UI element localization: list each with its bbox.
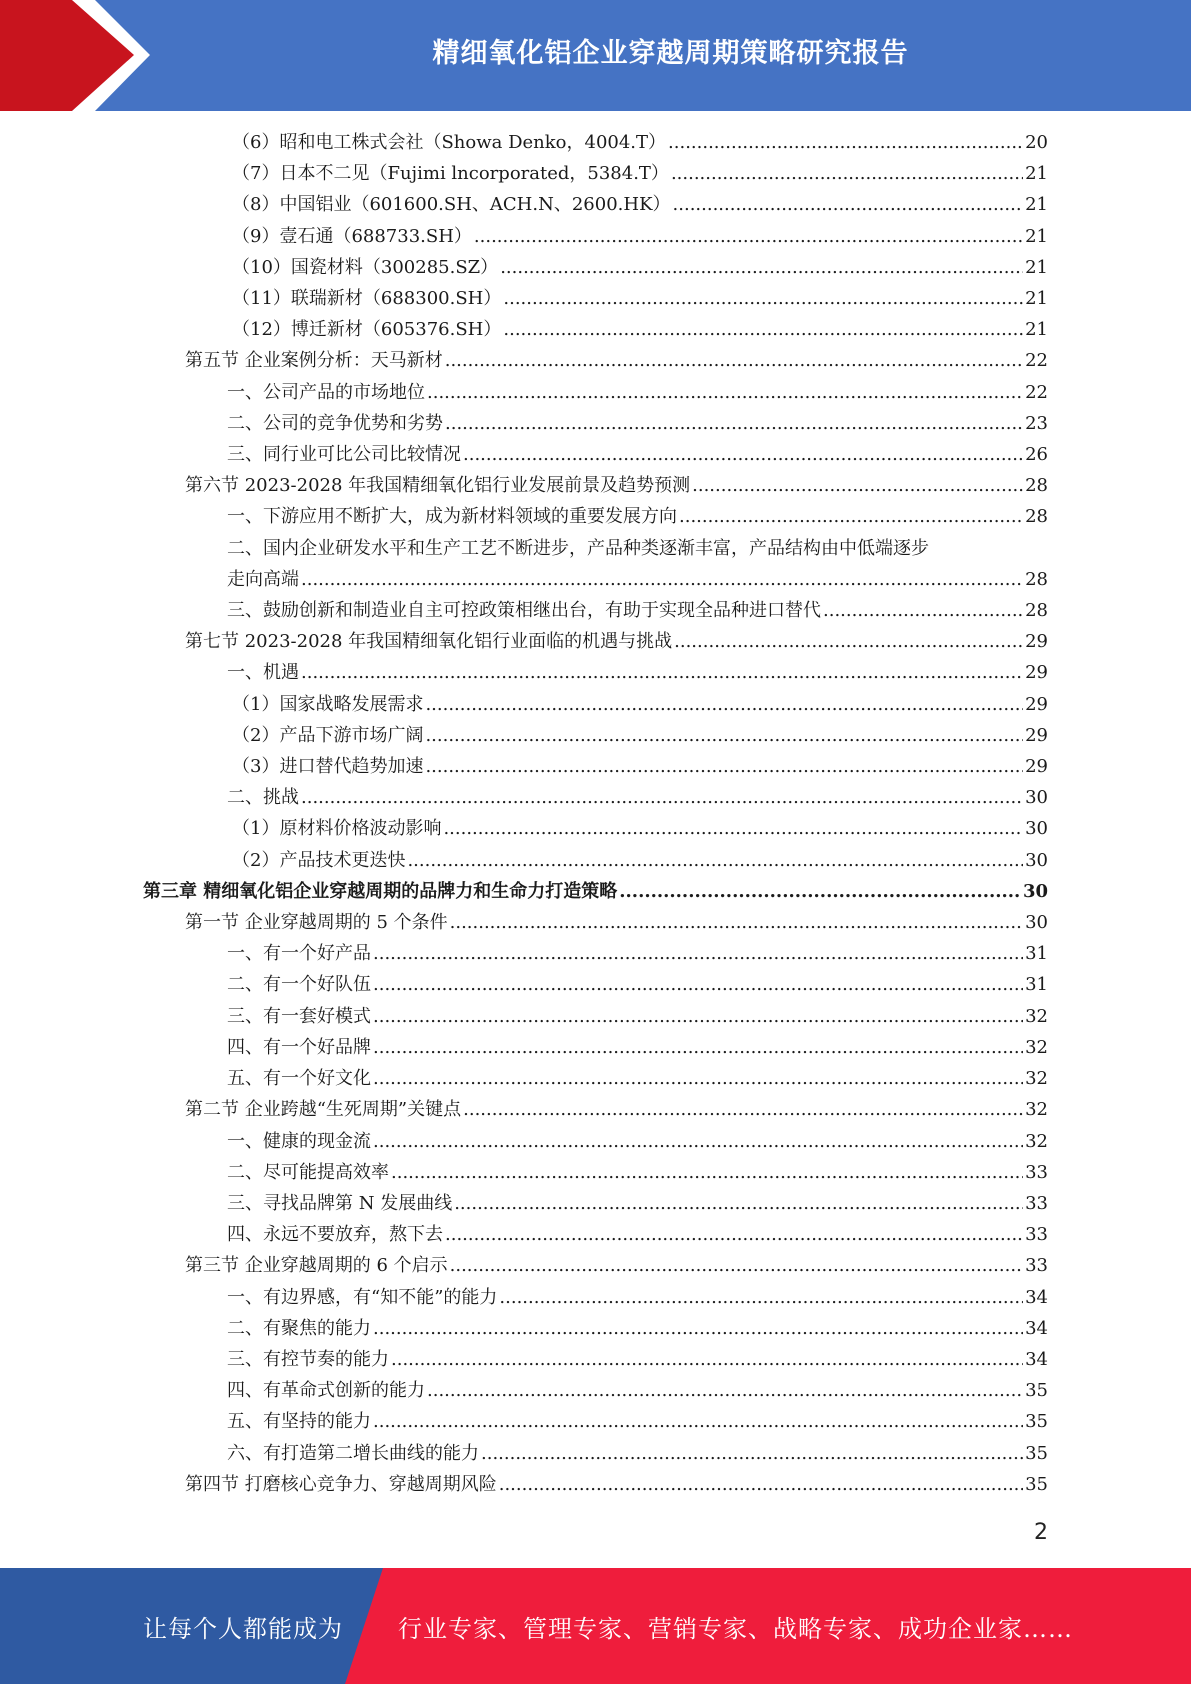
dot-leader [373, 1406, 1023, 1437]
toc-entry-page: 28 [1025, 568, 1048, 590]
toc-entry[interactable] [0, 158, 1191, 189]
toc-entry-page: 33 [1025, 1255, 1048, 1277]
toc-entry[interactable] [0, 377, 1191, 408]
toc-entry-page: 30 [1025, 912, 1048, 934]
toc-entry[interactable] [0, 221, 1191, 252]
toc-entry-page: 34 [1025, 1286, 1048, 1308]
toc-entry[interactable] [0, 345, 1191, 376]
toc-entry[interactable] [0, 1406, 1191, 1437]
dot-leader [450, 1250, 1023, 1281]
toc-entry[interactable] [0, 408, 1191, 439]
dot-leader [373, 1063, 1023, 1094]
footer-slogan-right: 行业专家、管理专家、营销专家、战略专家、成功企业家…… [398, 1614, 1073, 1643]
toc-entry[interactable] [0, 1282, 1191, 1313]
toc-entry[interactable] [0, 1313, 1191, 1344]
toc-entry-text: 第三章 精细氧化铝企业穿越周期的品牌力和生命力打造策略 [143, 880, 618, 902]
dot-leader [391, 1157, 1023, 1188]
toc-entry-text: 四、永远不要放弃，熬下去 [227, 1224, 443, 1246]
footer-slogan-left: 让每个人都能成为 [143, 1614, 343, 1643]
toc-entry-text: 第七节 2023-2028 年我国精细氧化铝行业面临的机遇与挑战 [185, 631, 673, 653]
dot-leader [499, 1282, 1023, 1313]
toc-entry-page: 33 [1025, 1224, 1048, 1246]
dot-leader [445, 408, 1023, 439]
dot-leader [301, 782, 1023, 813]
toc-entry-page: 28 [1025, 506, 1048, 528]
toc-entry-page: 33 [1025, 1161, 1048, 1183]
toc-entry-text: 第二节 企业跨越“生死周期”关键点 [185, 1099, 462, 1121]
toc-entry-text: 一、下游应用不断扩大，成为新材料领域的重要发展方向 [227, 506, 677, 528]
toc-entry-page: 29 [1025, 724, 1048, 746]
page-footer [0, 1568, 1191, 1684]
toc-entry-page: 22 [1025, 350, 1048, 372]
dot-leader [427, 1375, 1023, 1406]
page-number: 2 [1034, 1520, 1048, 1545]
toc-entry-page: 34 [1025, 1348, 1048, 1370]
toc-entry[interactable] [0, 252, 1191, 283]
toc-entry-page: 30 [1025, 849, 1048, 871]
toc-entry[interactable] [0, 969, 1191, 1000]
toc-entry-page: 32 [1025, 1130, 1048, 1152]
report-title: 精细氧化铝企业穿越周期策略研究报告 [432, 37, 909, 69]
toc-entry-text: 五、有坚持的能力 [227, 1411, 371, 1433]
dot-leader [427, 377, 1023, 408]
dot-leader [391, 1344, 1023, 1375]
toc-entry-text: 三、鼓励创新和制造业自主可控政策相继出台，有助于实现全品种进口替代 [227, 600, 821, 622]
toc-entry-text: 三、同行业可比公司比较情况 [227, 444, 461, 466]
toc-entry-page: 29 [1025, 756, 1048, 778]
toc-entry[interactable] [0, 1094, 1191, 1125]
toc-entry-text: 一、公司产品的市场地位 [227, 381, 425, 403]
toc-entry[interactable] [0, 189, 1191, 220]
toc-entry[interactable] [0, 657, 1191, 688]
toc-entry-text: 六、有打造第二增长曲线的能力 [227, 1442, 479, 1464]
toc-entry-page: 21 [1025, 163, 1048, 185]
dot-leader [301, 657, 1023, 688]
toc-entry[interactable] [0, 1188, 1191, 1219]
toc-entry[interactable] [0, 751, 1191, 782]
toc-entry-text: （9）壹石通（688733.SH） [232, 225, 472, 247]
dot-leader [673, 189, 1024, 220]
toc-entry[interactable] [0, 1344, 1191, 1375]
toc-entry-text: 四、有革命式创新的能力 [227, 1380, 425, 1402]
toc-entry-page: 35 [1025, 1473, 1048, 1495]
toc-entry-page: 30 [1025, 787, 1048, 809]
toc-entry-text: （2）产品下游市场广阔 [232, 724, 424, 746]
table-of-contents [0, 127, 1191, 1500]
toc-entry[interactable] [0, 1001, 1191, 1032]
toc-entry-text: 二、挑战 [227, 787, 299, 809]
toc-entry[interactable] [0, 1250, 1191, 1281]
toc-entry[interactable] [0, 1157, 1191, 1188]
toc-entry-text: 二、有聚焦的能力 [227, 1317, 371, 1339]
toc-entry-text: 二、国内企业研发水平和生产工艺不断进步，产品种类逐渐丰富，产品结构由中低端逐步 [227, 537, 929, 559]
toc-entry-text: 二、尽可能提高效率 [227, 1161, 389, 1183]
toc-entry-page: 31 [1025, 943, 1048, 965]
toc-entry-page: 35 [1025, 1411, 1048, 1433]
dot-leader [463, 1094, 1023, 1125]
toc-entry-text: （2）产品技术更迭快 [232, 849, 406, 871]
dot-leader [425, 689, 1023, 720]
toc-entry[interactable] [0, 1438, 1191, 1469]
toc-entry-text: 二、有一个好队伍 [227, 974, 371, 996]
toc-entry-page: 31 [1025, 974, 1048, 996]
toc-entry-page: 28 [1025, 475, 1048, 497]
toc-entry-text: 走向高端 [227, 568, 299, 590]
toc-entry-page: 21 [1025, 256, 1048, 278]
dot-leader [450, 907, 1023, 938]
toc-entry-page: 30 [1022, 880, 1048, 902]
dot-leader [674, 626, 1023, 657]
toc-entry-page: 23 [1025, 412, 1048, 434]
toc-entry[interactable] [0, 1219, 1191, 1250]
toc-entry-page: 20 [1025, 132, 1048, 153]
toc-entry-wrapped[interactable] [0, 533, 1191, 564]
toc-entry-text: 第三节 企业穿越周期的 6 个启示 [185, 1255, 448, 1277]
dot-leader [373, 969, 1023, 1000]
toc-entry-text: 四、有一个好品牌 [227, 1036, 371, 1058]
dot-leader [474, 221, 1023, 252]
toc-entry[interactable] [0, 626, 1191, 657]
toc-entry[interactable] [0, 907, 1191, 938]
toc-entry-page: 35 [1025, 1380, 1048, 1402]
dot-leader [373, 1001, 1023, 1032]
toc-entry-page: 33 [1025, 1192, 1048, 1214]
toc-entry[interactable] [0, 813, 1191, 844]
toc-entry[interactable] [0, 127, 1191, 158]
dot-leader [443, 813, 1023, 844]
toc-entry-text: 三、有一套好模式 [227, 1005, 371, 1027]
dot-leader [373, 1313, 1023, 1344]
toc-entry-text: （7）日本不二见（Fujimi lncorporated，5384.T） [232, 163, 669, 185]
dot-leader [445, 345, 1023, 376]
toc-entry-text: （1）国家战略发展需求 [232, 693, 424, 715]
toc-entry-page: 21 [1025, 288, 1048, 310]
dot-leader [503, 314, 1023, 345]
dot-leader [454, 1188, 1023, 1219]
dot-leader [619, 876, 1021, 907]
toc-entry-text: （1）原材料价格波动影响 [232, 818, 442, 840]
toc-entry-page: 21 [1025, 194, 1048, 216]
dot-leader [481, 1438, 1023, 1469]
toc-entry-text: 一、健康的现金流 [227, 1130, 371, 1152]
toc-entry-page: 28 [1025, 600, 1048, 622]
toc-entry-page: 22 [1025, 381, 1048, 403]
dot-leader [425, 720, 1023, 751]
toc-entry-text: 第四节 打磨核心竞争力、穿越周期风险 [185, 1473, 497, 1495]
toc-entry-page: 29 [1025, 693, 1048, 715]
dot-leader [668, 127, 1023, 158]
toc-entry-text: 一、有边界感，有“知不能”的能力 [227, 1286, 498, 1308]
dot-leader [503, 283, 1023, 314]
toc-entry[interactable] [0, 1375, 1191, 1406]
toc-entry-page: 29 [1025, 662, 1048, 684]
toc-entry[interactable] [0, 1126, 1191, 1157]
toc-entry-page: 21 [1025, 225, 1048, 247]
dot-leader [445, 1219, 1023, 1250]
toc-entry-text: 三、寻找品牌第 N 发展曲线 [227, 1192, 453, 1214]
toc-entry-text: 一、机遇 [227, 662, 299, 684]
toc-entry[interactable] [0, 439, 1191, 470]
toc-entry-page: 34 [1025, 1317, 1048, 1339]
toc-entry-page: 30 [1025, 818, 1048, 840]
toc-entry[interactable] [0, 782, 1191, 813]
toc-entry-text: （6）昭和电工株式会社（Showa Denko，4004.T） [232, 132, 667, 153]
toc-entry[interactable] [0, 564, 1191, 595]
toc-entry-page: 32 [1025, 1036, 1048, 1058]
dot-leader [373, 1126, 1023, 1157]
toc-entry-text: 第一节 企业穿越周期的 5 个条件 [185, 912, 448, 934]
toc-entry[interactable] [0, 501, 1191, 532]
dot-leader [407, 845, 1023, 876]
toc-entry-text: 三、有控节奏的能力 [227, 1348, 389, 1370]
toc-entry-text: 二、公司的竞争优势和劣势 [227, 412, 443, 434]
toc-entry[interactable] [0, 1063, 1191, 1094]
dot-leader [301, 564, 1023, 595]
toc-entry-text: 五、有一个好文化 [227, 1068, 371, 1090]
toc-entry-text: （11）联瑞新材（688300.SH） [232, 288, 502, 310]
toc-entry[interactable] [0, 720, 1191, 751]
dot-leader [499, 1469, 1023, 1500]
toc-entry[interactable] [0, 876, 1191, 907]
toc-entry[interactable] [0, 314, 1191, 345]
toc-entry-page: 32 [1025, 1005, 1048, 1027]
dot-leader [425, 751, 1023, 782]
dot-leader [823, 595, 1023, 626]
dot-leader [500, 252, 1023, 283]
toc-entry-text: （3）进口替代趋势加速 [232, 756, 424, 778]
toc-entry[interactable] [0, 689, 1191, 720]
toc-entry-page: 35 [1025, 1442, 1048, 1464]
dot-leader [671, 158, 1023, 189]
toc-entry-page: 29 [1025, 631, 1048, 653]
toc-entry-page: 32 [1025, 1068, 1048, 1090]
toc-entry-text: （8）中国铝业（601600.SH、ACH.N、2600.HK） [232, 194, 671, 216]
toc-entry-page: 26 [1025, 444, 1048, 466]
toc-entry-text: 第五节 企业案例分析：天马新材 [185, 350, 443, 372]
dot-leader [679, 501, 1023, 532]
page-header [0, 0, 1191, 111]
toc-entry-text: （10）国瓷材料（300285.SZ） [232, 256, 499, 278]
toc-entry[interactable] [0, 938, 1191, 969]
toc-entry[interactable] [0, 845, 1191, 876]
toc-entry[interactable] [0, 1469, 1191, 1500]
dot-leader [463, 439, 1023, 470]
toc-entry[interactable] [0, 470, 1191, 501]
toc-entry[interactable] [0, 1032, 1191, 1063]
toc-entry[interactable] [0, 595, 1191, 626]
toc-entry-page: 21 [1025, 319, 1048, 341]
toc-entry-page: 32 [1025, 1099, 1048, 1121]
toc-entry-text: （12）博迁新材（605376.SH） [232, 319, 502, 341]
toc-entry-text: 一、有一个好产品 [227, 943, 371, 965]
toc-entry[interactable] [0, 283, 1191, 314]
dot-leader [373, 1032, 1023, 1063]
dot-leader [692, 470, 1023, 501]
toc-entry-text: 第六节 2023-2028 年我国精细氧化铝行业发展前景及趋势预测 [185, 475, 691, 497]
dot-leader [373, 938, 1023, 969]
